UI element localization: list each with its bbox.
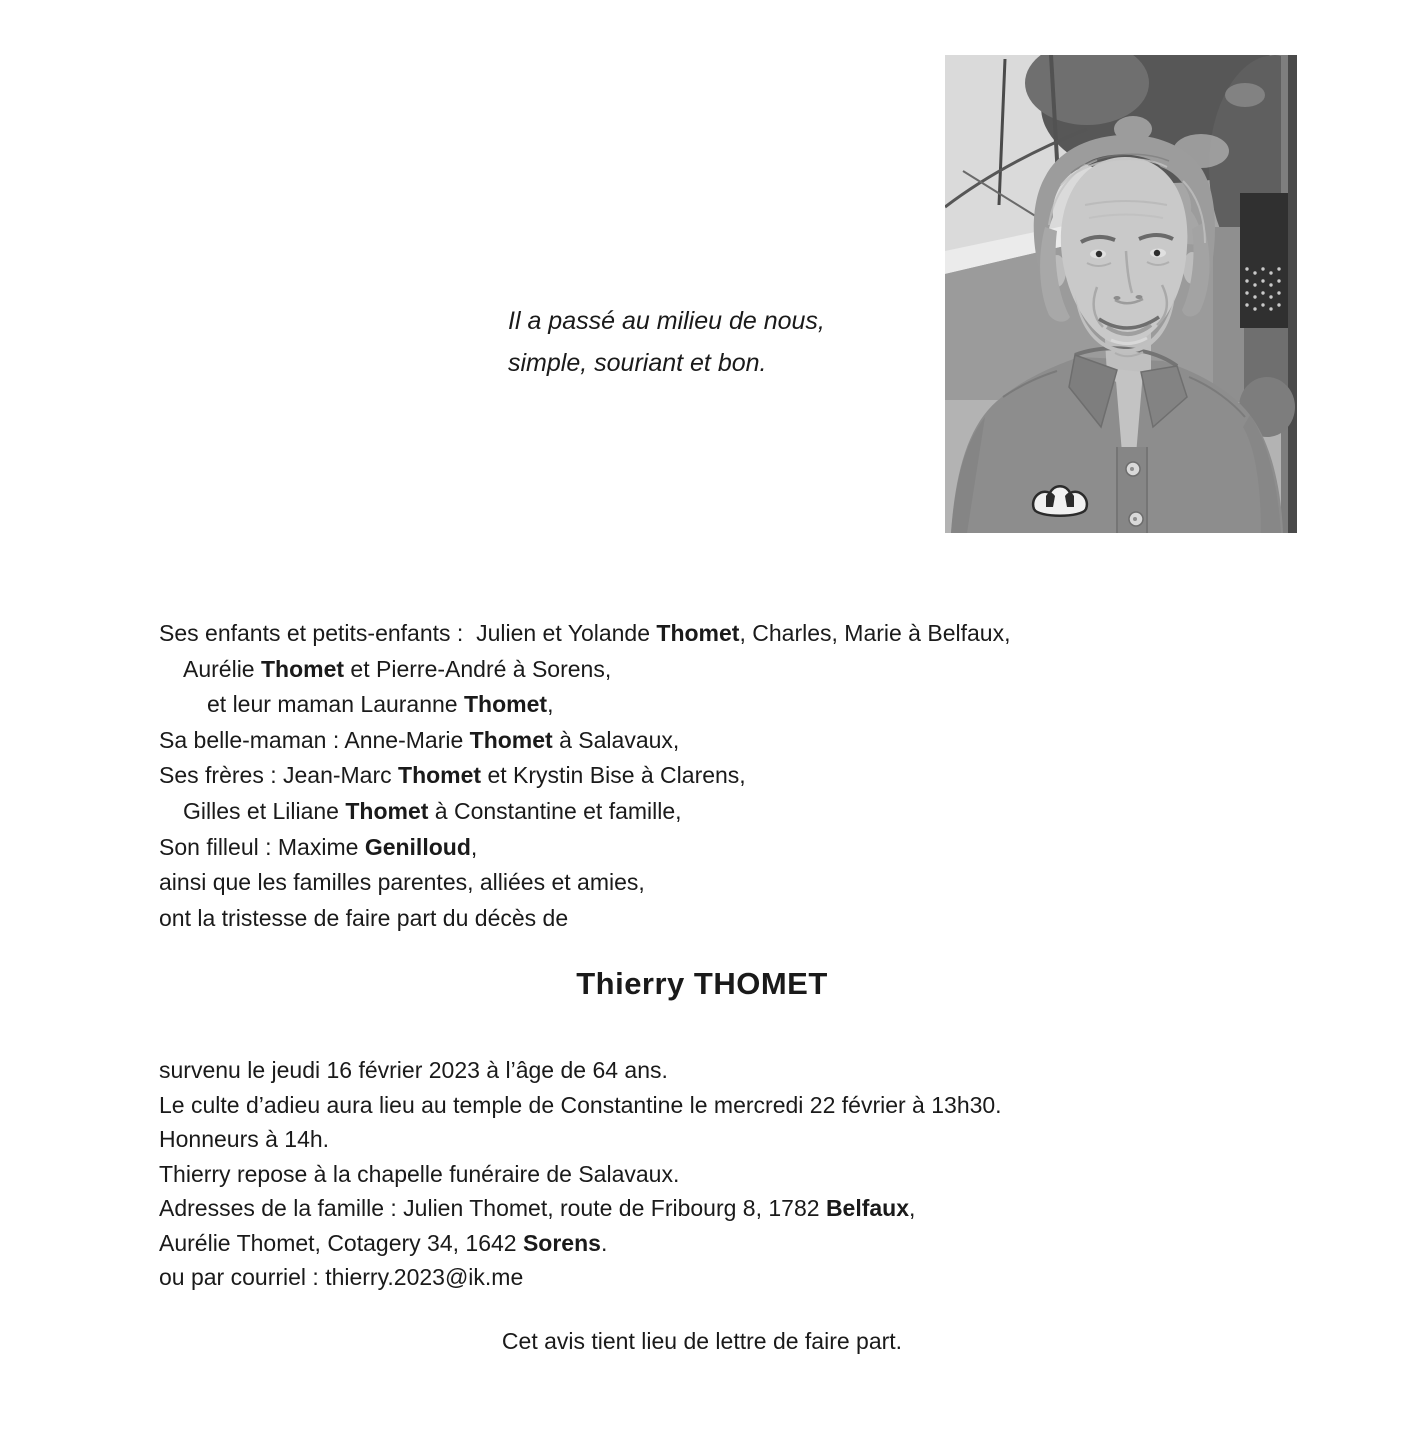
family-announcement-block (159, 616, 1010, 936)
text-segment: , (909, 1195, 916, 1221)
text-line (159, 830, 1010, 866)
text-segment: , (547, 691, 554, 718)
text-segment: survenu le jeudi 16 février 2023 à l’âge de 64 ans. (159, 1057, 668, 1083)
text-segment: , Charles, Marie à Belfaux, (739, 620, 1011, 646)
bold-text-segment: Thomet (656, 620, 740, 646)
deceased-name-title: Thierry THOMET (576, 966, 828, 1001)
text-line (159, 616, 1010, 652)
text-line (159, 1226, 1002, 1261)
text-segment: Gilles et Liliane (183, 797, 346, 824)
text-line (159, 901, 1010, 937)
bold-text-segment: Thomet (469, 726, 553, 753)
quote-line-2: simple, souriant et bon. (508, 349, 767, 377)
text-segment: Son filleul : Maxime (159, 833, 365, 860)
bold-text-segment: Thomet (464, 691, 548, 718)
text-segment: Adresses de la famille : Julien Thomet, route de Fribourg 8, 1782 (159, 1195, 826, 1221)
text-segment: à Constantine et famille, (428, 797, 682, 824)
text-segment: Aurélie Thomet, Cotagery 34, 1642 (159, 1229, 523, 1256)
text-line (159, 1191, 1002, 1226)
text-line (159, 1260, 1002, 1295)
text-segment: Aurélie (183, 655, 261, 682)
text-line (159, 1088, 1002, 1123)
text-segment: à Salavaux, (552, 726, 680, 753)
text-line (159, 1053, 1002, 1088)
text-segment: Le culte d’adieu aura lieu au temple de Constantine le mercredi 22 février à 13h30. (159, 1091, 1002, 1118)
text-segment: Thierry repose à la chapelle funéraire de Salavaux. (159, 1160, 680, 1187)
text-segment: et Pierre-André à Sorens, (344, 655, 612, 682)
text-line (159, 652, 1010, 688)
quote-line-1: Il a passé au milieu de nous, (508, 307, 825, 335)
bold-text-segment: Sorens (522, 1229, 601, 1256)
text-line (159, 758, 1010, 794)
text-line (159, 723, 1010, 759)
text-segment: ou par courriel : thierry.2023@ik.me (159, 1264, 524, 1290)
text-segment: ont la tristesse de faire part du décès de (159, 904, 569, 931)
text-segment: ainsi que les familles parentes, alliées et amies, (159, 869, 645, 896)
text-segment: et Krystin Bise à Clarens, (481, 762, 746, 789)
text-segment: . (600, 1229, 608, 1256)
funeral-details-block (159, 1053, 1002, 1295)
bold-text-segment: Thomet (260, 655, 345, 682)
text-segment: Honneurs à 14h. (159, 1126, 330, 1152)
text-line (159, 1122, 1002, 1157)
text-segment: , (470, 833, 478, 860)
portrait-photo-graphic (945, 55, 1297, 533)
text-line (159, 1157, 1002, 1192)
portrait-photo (945, 55, 1297, 533)
photo-background-object (1239, 193, 1295, 437)
text-segment: Ses frères : Jean-Marc (159, 762, 399, 789)
text-segment: Sa belle-maman : Anne-Marie (159, 726, 470, 753)
text-segment: et leur maman Lauranne (207, 691, 464, 718)
text-segment: Ses enfants et petits-enfants : Julien et Yolande (159, 620, 657, 646)
bold-text-segment: Thomet (345, 797, 429, 824)
bold-text-segment: Thomet (398, 762, 482, 789)
memorial-quote (508, 300, 825, 384)
bold-text-segment: Genilloud (364, 833, 471, 860)
text-line (159, 865, 1010, 901)
closing-line: Cet avis tient lieu de lettre de faire part. (501, 1328, 903, 1354)
text-line (159, 794, 1010, 830)
text-line (159, 687, 1010, 723)
bold-text-segment: Belfaux (825, 1195, 910, 1221)
